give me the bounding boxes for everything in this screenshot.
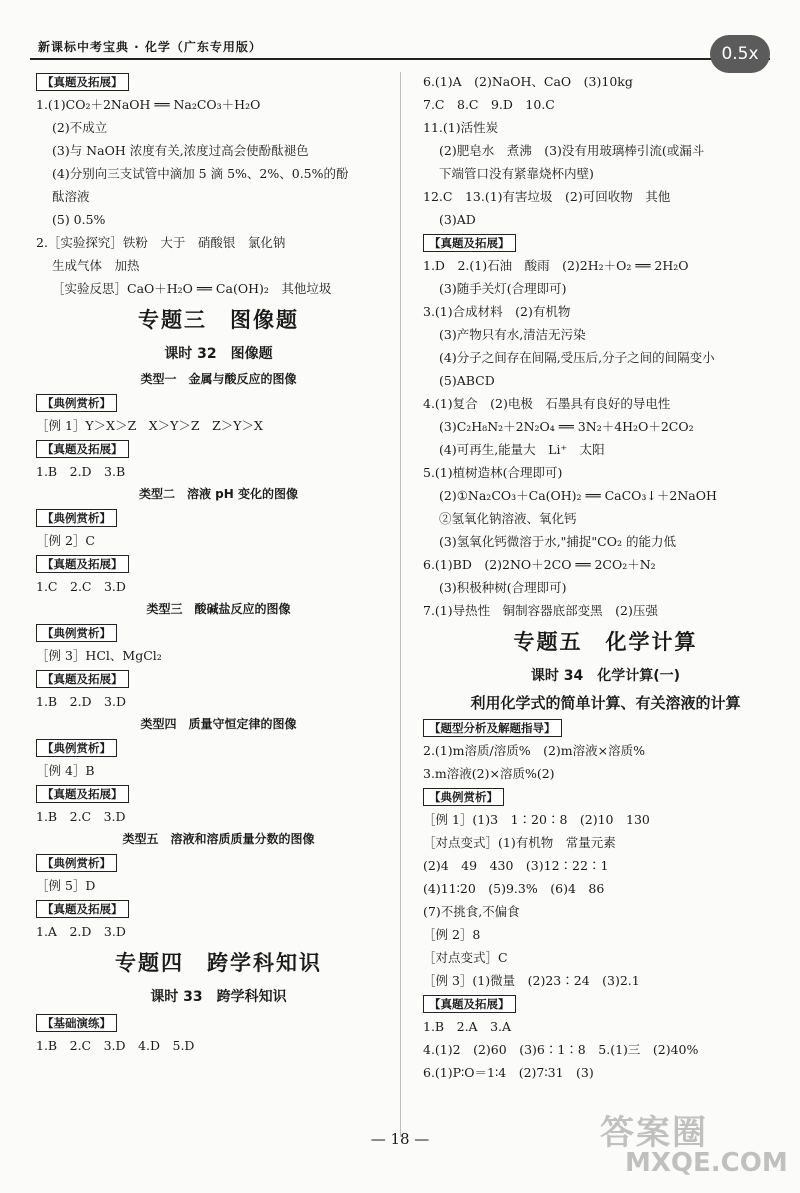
watermark-url: MXQE.COM (625, 1148, 788, 1178)
answer-line: ［例 3］HCl、MgCl₂ (36, 648, 162, 663)
answer-line: (4)分别向三支试管中滴加 5 滴 5%、2%、0.5%的酚 (52, 166, 349, 181)
answer-line: 1.B 2.D 3.D (36, 694, 127, 709)
answer-line: ［对点变式］(1)有机物 常量元素 (423, 835, 616, 850)
answer-line: 1.A 2.D 3.D (36, 924, 126, 939)
type-heading: 类型二 溶液 pH 变化的图像 (139, 487, 298, 501)
answer-line: 2.［实验探究］铁粉 大于 硝酸银 氯化钠 (36, 235, 286, 250)
answer-line: ［对点变式］C (423, 950, 508, 965)
section-tag-row (36, 437, 401, 460)
answer-line: 1.B 2.C 3.D 4.D 5.D (36, 1038, 195, 1053)
watermark: 答案圈 (600, 1113, 708, 1153)
answer-line: (4)11∶20 (5)9.3% (6)4 86 (423, 881, 605, 896)
answer-line: (2)①Na₂CO₃＋Ca(OH)₂ ══ CaCO₃↓＋2NaOH (439, 488, 717, 503)
answer-line: 下端管口没有紧靠烧杯内壁) (439, 166, 594, 181)
section-tag-row (36, 782, 401, 805)
section-tag: 【真题及拓展】 (36, 440, 129, 458)
answer-line: (3)与 NaOH 浓度有关,浓度过高会使酚酞褪色 (52, 143, 309, 158)
answer-line: (2)肥皂水 煮沸 (3)没有用玻璃棒引流(或漏斗 (439, 143, 705, 158)
answer-line: (3)积极种树(合理即可) (439, 580, 567, 595)
answer-line: ［例 2］C (36, 533, 95, 548)
type-heading: 类型一 金属与酸反应的图像 (140, 372, 297, 386)
section-tag: 【典例赏析】 (36, 394, 117, 412)
answer-line: 6.(1)A (2)NaOH、CaO (3)10kg (423, 74, 633, 89)
type-heading: 类型五 溶液和溶质质量分数的图像 (122, 832, 315, 846)
answer-line: (3)产物只有水,清洁无污染 (439, 327, 586, 342)
answer-line: 6.(1)BD (2)2NO＋2CO ══ 2CO₂＋N₂ (423, 557, 656, 572)
answer-line: ［例 2］8 (423, 927, 481, 942)
answer-line: (5) 0.5% (52, 212, 106, 227)
answer-line: 1.B 2.C 3.D (36, 809, 126, 824)
answer-line: (3)随手关灯(合理即可) (439, 281, 567, 296)
answer-line: (3)C₂H₈N₂＋2N₂O₄ ══ 3N₂＋4H₂O＋2CO₂ (439, 419, 694, 434)
answer-line: 1.C 2.C 3.D (36, 579, 126, 594)
chapter-heading: 专题五 化学计算 (513, 630, 698, 654)
section-tag-row (36, 736, 401, 759)
section-tag: 【典例赏析】 (36, 854, 117, 872)
section-tag: 【真题及拓展】 (423, 234, 516, 252)
answer-line: 2.(1)m溶质/溶质% (2)m溶液×溶质% (423, 743, 645, 758)
section-tag-row (423, 785, 788, 808)
section-tag: 【典例赏析】 (36, 624, 117, 642)
section-tag: 【典例赏析】 (36, 739, 117, 757)
section-tag: 【典例赏析】 (36, 509, 117, 527)
section-tag: 【真题及拓展】 (36, 900, 129, 918)
answer-line: (4)可再生,能量大 Li⁺ 太阳 (439, 442, 605, 457)
section-tag: 【典例赏析】 (423, 788, 504, 806)
answer-line: 4.(1)2 (2)60 (3)6∶1∶8 5.(1)三 (2)40% (423, 1042, 699, 1057)
answer-line: 5.(1)植树造林(合理即可) (423, 465, 563, 480)
section-tag-row (36, 552, 401, 575)
section-tag-row (36, 1011, 401, 1034)
answer-line: (4)分子之间存在间隔,受压后,分子之间的间隔变小 (439, 350, 715, 365)
answer-line: (2)4 49 430 (3)12∶22∶1 (423, 858, 609, 873)
lesson-heading: 课时 34 化学计算(一) (530, 668, 681, 684)
section-tag-row (36, 621, 401, 644)
answer-line: 1.D 2.(1)石油 酸雨 (2)2H₂＋O₂ ══ 2H₂O (423, 258, 689, 273)
answer-line: 6.(1)P∶O＝1∶4 (2)7∶31 (3) (423, 1065, 594, 1080)
answer-line: ［实验反思］CaO＋H₂O ══ Ca(OH)₂ 其他垃圾 (52, 281, 332, 296)
section-tag-row (423, 992, 788, 1015)
answer-line: (3)AD (439, 212, 476, 227)
answer-line: 1.(1)CO₂＋2NaOH ══ Na₂CO₃＋H₂O (36, 97, 261, 112)
answer-line: (3)氢氧化钙微溶于水,"捕捉"CO₂ 的能力低 (439, 534, 676, 549)
section-tag-row (36, 851, 401, 874)
answer-line: (7)不挑食,不偏食 (423, 904, 520, 919)
lesson-heading: 课时 32 图像题 (164, 346, 273, 362)
answer-line: 12.C 13.(1)有害垃圾 (2)可回收物 其他 (423, 189, 671, 204)
answer-line: 1.B 2.D 3.B (36, 464, 126, 479)
answer-line: ［例 1］Y＞X＞Z X＞Y＞Z Z＞Y＞X (36, 418, 263, 433)
section-tag-row (423, 231, 788, 254)
answer-line: (5)ABCD (439, 373, 495, 388)
lesson-heading: 课时 33 跨学科知识 (150, 989, 287, 1005)
section-tag: 【真题及拓展】 (36, 555, 129, 573)
chapter-heading: 专题三 图像题 (138, 308, 299, 332)
answer-line: ［例 5］D (36, 878, 96, 893)
answer-line: 7.(1)导热性 铜制容器底部变黑 (2)压强 (423, 603, 658, 618)
answer-line: 1.B 2.A 3.A (423, 1019, 512, 1034)
type-heading: 类型四 质量守恒定律的图像 (140, 717, 297, 731)
answer-line: 生成气体 加热 (52, 258, 140, 273)
section-tag: 【题型分析及解题指导】 (423, 719, 562, 737)
header-title: 新课标中考宝典 · 化学（广东专用版） (38, 40, 262, 54)
type-heading: 类型三 酸碱盐反应的图像 (146, 602, 291, 616)
answer-line: ［例 3］(1)微量 (2)23∶24 (3)2.1 (423, 973, 640, 988)
answer-line: 3.m溶液(2)×溶质%(2) (423, 766, 555, 781)
answer-line: ［例 1］(1)3 1∶20∶8 (2)10 130 (423, 812, 650, 827)
section-tag: 【基础演练】 (36, 1014, 117, 1032)
answer-line: 4.(1)复合 (2)电极 石墨具有良好的导电性 (423, 396, 671, 411)
playback-speed-button[interactable]: 0.5x (710, 35, 770, 73)
section-tag: 【真题及拓展】 (423, 995, 516, 1013)
answer-line: 酞溶液 (52, 189, 90, 204)
answer-line: (2)不成立 (52, 120, 108, 135)
left-column (36, 70, 401, 1057)
section-subheading: 利用化学式的简单计算、有关溶液的计算 (470, 694, 741, 712)
section-tag-row (36, 897, 401, 920)
section-tag-row (36, 70, 401, 93)
section-tag-row (36, 667, 401, 690)
answer-line: 11.(1)活性炭 (423, 120, 499, 135)
answer-line: ②氢氧化钠溶液、氧化钙 (439, 511, 577, 526)
right-column (423, 70, 788, 1084)
chapter-heading: 专题四 跨学科知识 (115, 951, 322, 975)
answer-line: ［例 4］B (36, 763, 95, 778)
page-number: — 18 — (370, 1130, 430, 1148)
section-tag-row (36, 506, 401, 529)
section-tag: 【真题及拓展】 (36, 785, 129, 803)
section-tag-row (36, 391, 401, 414)
section-tag: 【真题及拓展】 (36, 73, 129, 91)
section-tag: 【真题及拓展】 (36, 670, 129, 688)
answer-line: 3.(1)合成材料 (2)有机物 (423, 304, 571, 319)
answer-line: 7.C 8.C 9.D 10.C (423, 97, 555, 112)
page-header (30, 34, 770, 60)
section-tag-row (423, 716, 788, 739)
